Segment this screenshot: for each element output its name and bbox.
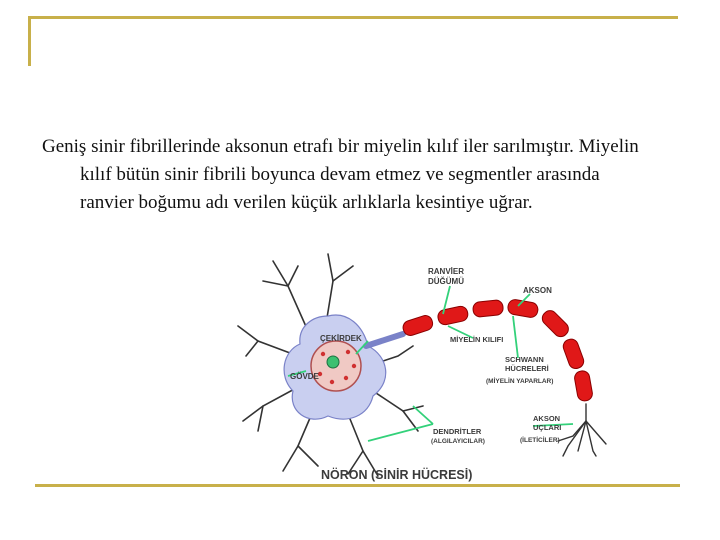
label-dendrit-2: (ALGILAYICILAR): [431, 438, 485, 445]
frame-left-rule: [28, 16, 31, 66]
label-miyelin: MİYELİN KILIFI: [450, 335, 504, 344]
label-schwann-2: HÜCRELERİ: [505, 364, 549, 373]
label-govde: GÖVDE: [290, 372, 319, 381]
neuron-diagram: [228, 246, 613, 490]
label-akson-uc-3: (İLETİCİLER): [520, 437, 560, 444]
label-cekirdek: ÇEKİRDEK: [320, 334, 362, 343]
nucleolus: [327, 356, 339, 368]
frame-top-rule: [28, 16, 678, 19]
axon-hillock: [366, 334, 403, 346]
myelin-sheath: [401, 299, 593, 402]
label-akson: AKSON: [523, 286, 552, 295]
label-akson-uc-1: AKSON: [533, 414, 561, 423]
axon-terminals: [558, 404, 606, 456]
paragraph: Geniş sinir fibrillerinde aksonun etrafı bir miyelin kılıf iler sarılmıştır. Miyelin kılıf bütün sinir fibrili boyunca devam etmez ve segmentler arasında ranvier boğumu adı verilen küçük arlıklarla kesintiye uğrar.: [42, 136, 639, 213]
label-schwann-1: SCHWANN: [505, 355, 544, 364]
label-ranvier-1: RANVİER: [428, 267, 465, 276]
neuron-figure: [228, 246, 613, 490]
label-akson-uc-2: UÇLARI: [533, 423, 562, 432]
label-ranvier-2: DÜĞÜMÜ: [428, 277, 464, 286]
slide-body-text: [42, 133, 642, 217]
label-dendrit-1: DENDRİTLER: [433, 427, 482, 436]
figure-caption: NÖRON (SİNİR HÜCRESİ): [321, 468, 473, 482]
label-schwann-3: (MİYELİN YAPARLAR): [486, 378, 554, 385]
frame-bottom-rule: [35, 484, 680, 487]
